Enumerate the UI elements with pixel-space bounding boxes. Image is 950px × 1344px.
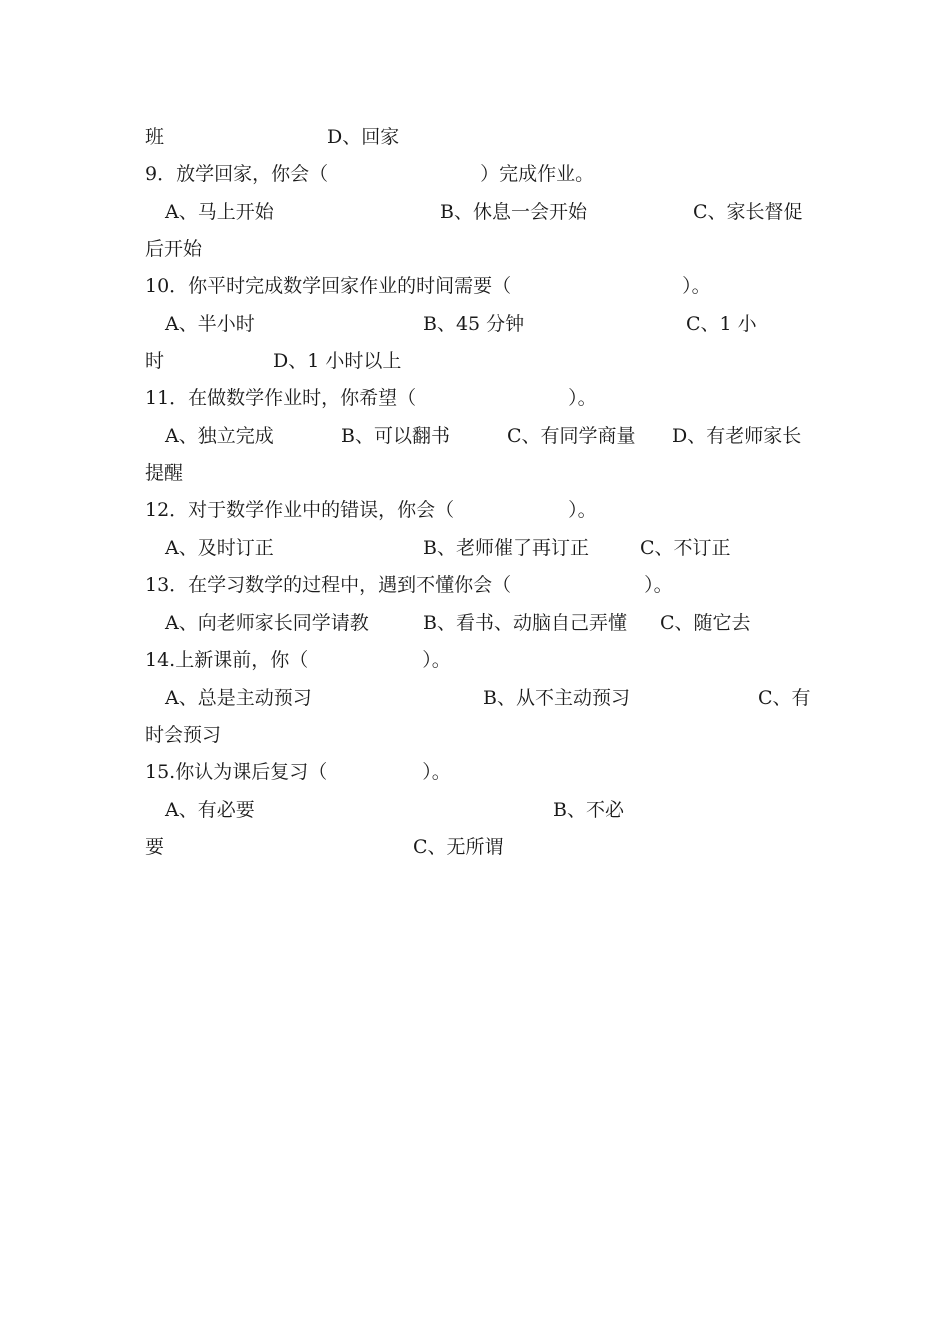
question-15-wrap: 要 <box>145 836 165 858</box>
question-14-option-c: C、有 <box>758 687 811 709</box>
question-9-wrap: 后开始 <box>145 238 203 260</box>
question-12-option-a: A、及时订正 <box>165 537 274 559</box>
question-14-stem: 14.上新课前，你（ ）。 <box>145 649 451 671</box>
question-10-option-d: D、1 小时以上 <box>273 350 402 372</box>
question-11-option-a: A、独立完成 <box>165 425 274 447</box>
question-15-stem: 15.你认为课后复习（ ）。 <box>145 761 451 783</box>
question-9-option-a: A、马上开始 <box>165 201 274 223</box>
question-13-option-a: A、向老师家长同学请教 <box>165 612 369 634</box>
option-d: D、回家 <box>327 126 400 148</box>
question-15-option-c: C、无所谓 <box>413 836 504 858</box>
question-12-stem: 12．对于数学作业中的错误，你会（ ）。 <box>145 499 597 521</box>
question-11-option-b: B、可以翻书 <box>341 425 450 447</box>
question-11-wrap: 提醒 <box>145 462 184 484</box>
question-11-stem: 11．在做数学作业时，你希望（ ）。 <box>145 387 597 409</box>
question-13-stem: 13．在学习数学的过程中，遇到不懂你会（ ）。 <box>145 574 673 596</box>
question-14-option-a: A、总是主动预习 <box>165 687 312 709</box>
question-10-option-a: A、半小时 <box>165 313 255 335</box>
question-10-wrap: 时 <box>145 350 165 372</box>
question-12-option-c: C、不订正 <box>640 537 731 559</box>
question-11-option-d: D、有老师家长 <box>672 425 802 447</box>
question-15-option-a: A、有必要 <box>165 799 255 821</box>
question-14-wrap: 时会预习 <box>145 724 222 746</box>
question-13-option-c: C、随它去 <box>660 612 751 634</box>
continuation-text: 班 <box>145 126 165 148</box>
question-10-option-b: B、45 分钟 <box>423 313 525 335</box>
question-9-option-b: B、休息一会开始 <box>440 201 587 223</box>
question-9-option-c: C、家长督促 <box>693 201 803 223</box>
question-12-option-b: B、老师催了再订正 <box>423 537 589 559</box>
question-10-stem: 10．你平时完成数学回家作业的时间需要（ ）。 <box>145 275 711 297</box>
question-14-option-b: B、从不主动预习 <box>483 687 630 709</box>
question-9-stem: 9．放学回家，你会（ ）完成作业。 <box>145 163 595 185</box>
question-11-option-c: C、有同学商量 <box>507 425 636 447</box>
question-15-option-b: B、不必 <box>553 799 624 821</box>
question-10-option-c: C、1 小 <box>686 313 757 335</box>
question-13-option-b: B、看书、动脑自己弄懂 <box>423 612 627 634</box>
